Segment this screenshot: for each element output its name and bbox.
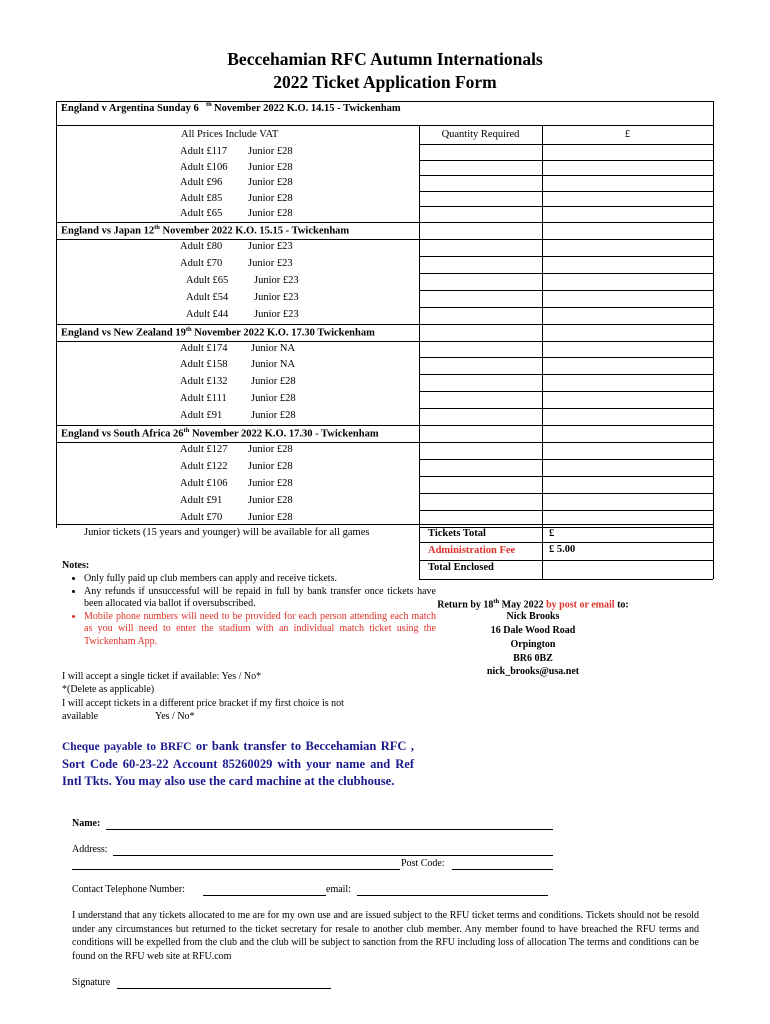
adult-price: Adult £65 bbox=[180, 208, 223, 220]
amount-cell[interactable] bbox=[543, 308, 712, 323]
amount-cell[interactable] bbox=[543, 358, 712, 373]
adult-price: Adult £132 bbox=[180, 376, 228, 388]
quantity-cell[interactable] bbox=[420, 176, 541, 191]
amount-cell[interactable] bbox=[543, 192, 712, 207]
table-rule bbox=[419, 425, 713, 426]
return-postcode: BR6 0BZ bbox=[513, 653, 553, 664]
return-street: 16 Dale Wood Road bbox=[490, 625, 576, 636]
match-heading: England vs South Africa 26th November 2022 K.O. 17.30 - Twickenham bbox=[61, 427, 379, 440]
amount-cell[interactable] bbox=[543, 207, 712, 222]
adult-price: Adult £80 bbox=[180, 241, 223, 252]
quantity-cell[interactable] bbox=[420, 161, 541, 176]
table-rule bbox=[56, 524, 713, 525]
junior-price: Junior £28 bbox=[251, 410, 296, 422]
terms-paragraph: I understand that any tickets allocated to me are for my own use and are issued subject to the RFU ticket terms and conditions. Tickets should not be resold under any circumstances but returned to the ticket secretary for resale to another club member. Any member found to have breached the RFU terms and conditions will be expelled from the club and the club will be subject to sanction from the RFU including loss of allocation The terms and conditions can be found on the RFU web site at RFU.com bbox=[72, 910, 699, 962]
amount-cell[interactable] bbox=[543, 342, 712, 357]
adult-price: Adult £96 bbox=[180, 177, 223, 189]
junior-price: Junior £28 bbox=[248, 444, 293, 455]
quantity-cell[interactable] bbox=[420, 358, 541, 373]
signature-label: Signature bbox=[72, 977, 111, 988]
junior-note: Junior tickets (15 years and younger) will be available for all games bbox=[84, 527, 370, 538]
amount-cell[interactable] bbox=[543, 494, 712, 509]
total-enclosed-label: Total Enclosed bbox=[428, 562, 494, 573]
bank-transfer-details: or bank transfer to Beccehamian RFC , Sort Code 60-23-22 Account 85260029 with your name and Ref Intl Tkts. You may also use the card machine at the clubhouse. bbox=[62, 739, 414, 788]
junior-price: Junior £23 bbox=[254, 291, 299, 303]
adult-price: Adult £174 bbox=[180, 342, 228, 354]
address-label: Address: bbox=[72, 844, 108, 855]
table-rule bbox=[56, 324, 419, 325]
admin-fee-label: Administration Fee bbox=[428, 545, 516, 556]
quantity-cell[interactable] bbox=[420, 192, 541, 207]
junior-price: Junior £23 bbox=[248, 241, 293, 252]
delete-note: *(Delete as applicable) bbox=[62, 684, 155, 695]
match-heading-rest: November 2022 K.O. 14.15 - Twickenham bbox=[214, 103, 401, 114]
quantity-cell[interactable] bbox=[420, 240, 541, 255]
junior-price: Junior £28 bbox=[248, 511, 293, 523]
table-rule bbox=[56, 222, 419, 223]
adult-price: Adult £70 bbox=[180, 257, 223, 269]
signature-field[interactable] bbox=[117, 988, 331, 989]
quantity-cell[interactable] bbox=[420, 342, 541, 357]
adult-price: Adult £117 bbox=[180, 146, 228, 157]
quantity-cell[interactable] bbox=[420, 375, 541, 390]
amount-cell[interactable] bbox=[543, 240, 712, 255]
form-title-line1: Beccehamian RFC Autumn Internationals bbox=[227, 49, 543, 69]
junior-price: Junior £28 bbox=[248, 177, 293, 189]
quantity-cell[interactable] bbox=[420, 274, 541, 289]
table-rule bbox=[419, 579, 713, 580]
adult-price: Adult £70 bbox=[180, 511, 223, 523]
match-heading: England vs New Zealand 19th November 2022 K.O. 17.30 Twickenham bbox=[61, 325, 375, 338]
junior-price: Junior £28 bbox=[248, 192, 293, 204]
phone-field[interactable] bbox=[203, 895, 326, 896]
address-field-line1[interactable] bbox=[113, 855, 553, 856]
adult-price: Adult £91 bbox=[180, 410, 223, 422]
single-ticket-option[interactable]: I will accept a single ticket if available: Yes / No* bbox=[62, 671, 262, 682]
quantity-cell[interactable] bbox=[420, 460, 541, 475]
return-name: Nick Brooks bbox=[506, 611, 560, 622]
available-label: available bbox=[62, 711, 99, 722]
junior-price: Junior £23 bbox=[254, 274, 299, 286]
match-heading-sup: th bbox=[206, 101, 212, 108]
adult-price: Adult £158 bbox=[180, 359, 228, 371]
address-field-line2[interactable] bbox=[72, 869, 400, 870]
return-town: Orpington bbox=[510, 639, 556, 650]
quantity-cell[interactable] bbox=[420, 477, 541, 492]
form-title-line2: 2022 Ticket Application Form bbox=[273, 72, 497, 92]
junior-price: Junior £28 bbox=[248, 494, 293, 506]
quantity-cell[interactable] bbox=[420, 409, 541, 424]
junior-price: Junior £23 bbox=[248, 257, 293, 269]
postcode-field[interactable] bbox=[452, 869, 553, 870]
adult-price: Adult £106 bbox=[180, 477, 228, 489]
adult-price: Adult £44 bbox=[186, 308, 229, 320]
email-field[interactable] bbox=[357, 895, 548, 896]
quantity-cell[interactable] bbox=[420, 443, 541, 458]
junior-price: Junior £28 bbox=[251, 393, 296, 405]
name-label: Name: bbox=[72, 818, 101, 829]
quantity-cell[interactable] bbox=[420, 392, 541, 407]
different-bracket-text: I will accept tickets in a different price bracket if my first choice is not bbox=[62, 698, 344, 709]
junior-price: Junior £23 bbox=[254, 308, 299, 320]
total-enclosed-field[interactable] bbox=[543, 561, 712, 577]
name-field[interactable] bbox=[106, 829, 553, 830]
note-item-mobile: • Mobile phone numbers will need to be provided for each person attending each match as you will need to enter the stadium with an individual match ticket using the Twickenham App. bbox=[84, 611, 436, 649]
match-heading-argentina: England v Argentina Sunday 6 bbox=[61, 103, 199, 114]
quantity-cell[interactable] bbox=[420, 494, 541, 509]
adult-price: Adult £85 bbox=[180, 192, 223, 204]
notes-list bbox=[62, 573, 436, 649]
adult-price: Adult £127 bbox=[180, 444, 228, 455]
different-bracket-option[interactable]: Yes / No* bbox=[155, 711, 195, 722]
junior-price: Junior £28 bbox=[248, 208, 293, 220]
amount-cell[interactable] bbox=[543, 176, 712, 191]
return-by: Return by 18th May 2022 by post or email to: bbox=[437, 598, 629, 611]
adult-price: Adult £54 bbox=[186, 291, 229, 303]
email-label: email: bbox=[326, 884, 351, 895]
return-email: nick_brooks@usa.net bbox=[486, 666, 580, 677]
junior-price: Junior NA bbox=[251, 342, 296, 354]
phone-label: Contact Telephone Number: bbox=[72, 884, 185, 895]
table-rule bbox=[56, 425, 419, 426]
amount-cell[interactable] bbox=[543, 460, 712, 475]
table-rule bbox=[713, 523, 714, 579]
note-item: • Only fully paid up club members can apply and receive tickets. bbox=[84, 573, 436, 586]
adult-price: Adult £122 bbox=[180, 460, 228, 472]
quantity-header: Quantity Required bbox=[441, 129, 520, 140]
junior-price: Junior £28 bbox=[248, 146, 293, 157]
payment-instructions bbox=[62, 738, 414, 790]
quantity-cell[interactable] bbox=[420, 291, 541, 306]
table-rule bbox=[56, 101, 57, 528]
amount-cell[interactable] bbox=[543, 274, 712, 289]
table-rule bbox=[713, 101, 714, 528]
table-rule bbox=[419, 523, 420, 579]
amount-cell[interactable] bbox=[543, 291, 712, 306]
table-rule bbox=[419, 222, 713, 223]
amount-cell[interactable] bbox=[543, 392, 712, 407]
amount-cell[interactable] bbox=[543, 375, 712, 390]
junior-price: Junior £28 bbox=[248, 161, 293, 173]
tickets-total-value: £ bbox=[549, 528, 555, 539]
table-rule bbox=[419, 542, 713, 543]
adult-price: Adult £91 bbox=[180, 494, 223, 506]
pound-header: £ bbox=[624, 129, 631, 140]
adult-price: Adult £111 bbox=[180, 393, 227, 405]
quantity-cell[interactable] bbox=[420, 145, 541, 160]
quantity-cell[interactable] bbox=[420, 308, 541, 323]
prices-header: All Prices Include VAT bbox=[181, 129, 279, 140]
admin-fee-value: £ 5.00 bbox=[549, 544, 576, 555]
note-item: • Any refunds if unsuccessful will be repaid in full by bank transfer once tickets have been allocated via ballot if oversubscribed. bbox=[84, 586, 436, 611]
table-rule bbox=[56, 101, 713, 102]
junior-price: Junior £28 bbox=[248, 477, 293, 489]
amount-cell[interactable] bbox=[543, 477, 712, 492]
amount-cell[interactable] bbox=[543, 145, 712, 160]
adult-price: Adult £65 bbox=[186, 274, 229, 286]
notes-heading: Notes: bbox=[62, 560, 90, 571]
quantity-cell[interactable] bbox=[420, 257, 541, 272]
adult-price: Adult £106 bbox=[180, 161, 228, 173]
table-rule bbox=[56, 125, 713, 126]
match-heading: England vs Japan 12th November 2022 K.O. 15.15 - Twickenham bbox=[61, 224, 350, 237]
junior-price: Junior £28 bbox=[248, 460, 293, 472]
junior-price: Junior NA bbox=[251, 359, 296, 371]
table-rule bbox=[419, 324, 713, 325]
amount-cell[interactable] bbox=[543, 161, 712, 176]
amount-cell[interactable] bbox=[543, 257, 712, 272]
cheque-payable: Cheque payable to BRFC bbox=[62, 741, 192, 753]
tickets-total-label: Tickets Total bbox=[428, 528, 486, 539]
amount-cell[interactable] bbox=[543, 409, 712, 424]
amount-cell[interactable] bbox=[543, 443, 712, 458]
quantity-cell[interactable] bbox=[420, 207, 541, 222]
postcode-label: Post Code: bbox=[401, 858, 445, 869]
junior-price: Junior £28 bbox=[251, 376, 296, 388]
